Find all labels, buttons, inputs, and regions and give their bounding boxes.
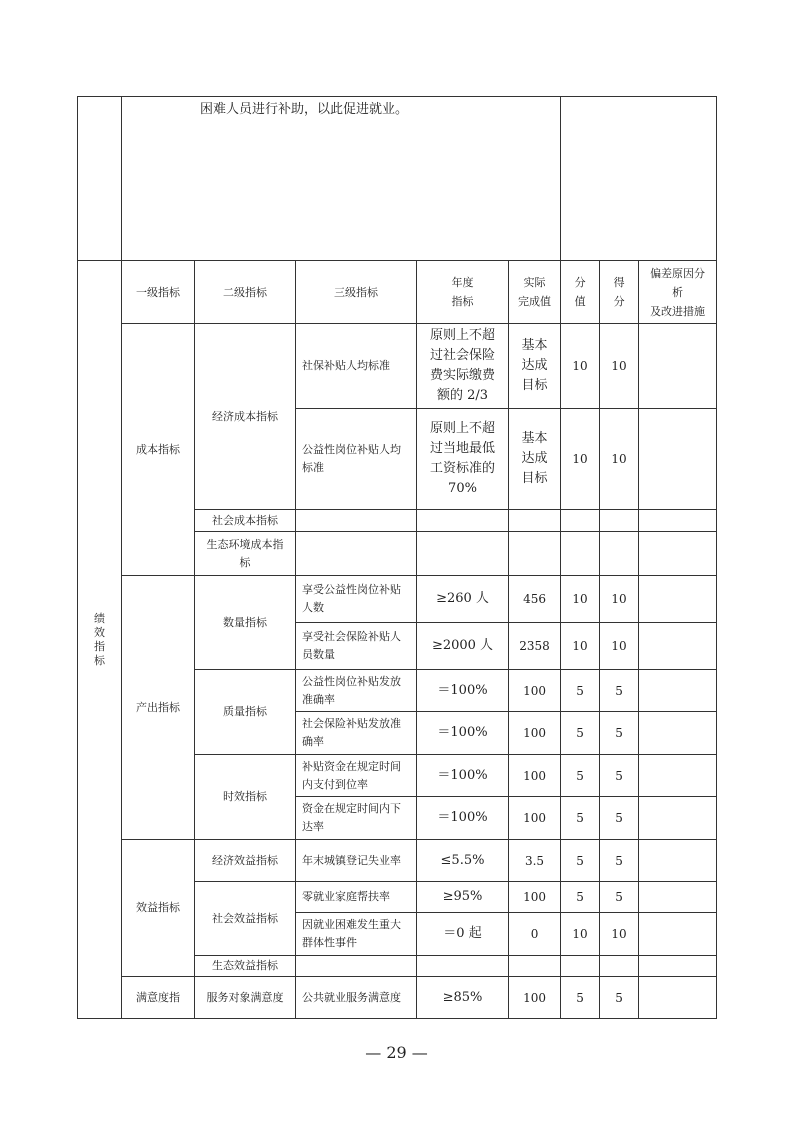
header-actual-value: 实际 完成值 xyxy=(509,261,561,324)
project-description: 困难人员进行补助，以此促进就业。 xyxy=(122,97,561,261)
score-cell: 5 xyxy=(600,840,639,882)
actual-cell: 100 xyxy=(509,755,561,797)
header-annual-target: 年度 指标 xyxy=(417,261,509,324)
reason-cell xyxy=(639,670,717,712)
target-cell: ＝100% xyxy=(417,670,509,712)
score-cell: 10 xyxy=(600,576,639,623)
weight-cell: 10 xyxy=(561,576,600,623)
weight-cell: 5 xyxy=(561,670,600,712)
blank-cell xyxy=(509,510,561,532)
target-cell: ≥95% xyxy=(417,882,509,913)
header-row xyxy=(78,261,717,324)
target-cell: 原则上不超 过社会保险 费实际缴费 额的 2/3 xyxy=(417,324,509,409)
header-score-weight: 分 值 xyxy=(561,261,600,324)
table-row xyxy=(78,977,717,1019)
satisfaction-level1: 满意度指 xyxy=(122,977,195,1019)
blank-cell xyxy=(417,956,509,977)
actual-cell: 2358 xyxy=(509,623,561,670)
level3-cell: 享受公益性岗位补贴 人数 xyxy=(296,576,417,623)
performance-table xyxy=(77,96,717,1019)
level3-cell: 资金在规定时间内下 达率 xyxy=(296,797,417,840)
actual-cell: 456 xyxy=(509,576,561,623)
level3-cell: 社保补贴人均标准 xyxy=(296,324,417,409)
target-cell: 原则上不超 过当地最低 工资标准的 70% xyxy=(417,409,509,510)
blank-cell xyxy=(509,956,561,977)
weight-cell: 5 xyxy=(561,882,600,913)
weight-cell: 5 xyxy=(561,977,600,1019)
score-cell: 5 xyxy=(600,755,639,797)
level3-cell: 年末城镇登记失业率 xyxy=(296,840,417,882)
header-level1: 一级指标 xyxy=(122,261,195,324)
level3-cell: 公益性岗位补贴人均 标准 xyxy=(296,409,417,510)
blank-cell xyxy=(296,956,417,977)
blank-cell xyxy=(561,510,600,532)
cost-economic: 经济成本指标 xyxy=(195,324,296,510)
header-level3: 三级指标 xyxy=(296,261,417,324)
level3-cell: 零就业家庭帮扶率 xyxy=(296,882,417,913)
actual-cell: 基本 达成 目标 xyxy=(509,409,561,510)
blank-cell xyxy=(417,532,509,576)
side-label-cell xyxy=(78,261,122,1019)
reason-cell xyxy=(639,324,717,409)
blank-cell xyxy=(639,956,717,977)
score-cell: 5 xyxy=(600,712,639,755)
weight-cell: 10 xyxy=(561,324,600,409)
target-cell: ＝100% xyxy=(417,797,509,840)
level3-cell: 享受社会保险补贴人 员数量 xyxy=(296,623,417,670)
blank-cell xyxy=(600,532,639,576)
reason-cell xyxy=(639,712,717,755)
header-level2: 二级指标 xyxy=(195,261,296,324)
reason-cell xyxy=(639,840,717,882)
weight-cell: 5 xyxy=(561,755,600,797)
reason-cell xyxy=(639,409,717,510)
target-cell: ≤5.5% xyxy=(417,840,509,882)
score-cell: 5 xyxy=(600,977,639,1019)
weight-cell: 10 xyxy=(561,409,600,510)
actual-cell: 100 xyxy=(509,797,561,840)
actual-cell: 3.5 xyxy=(509,840,561,882)
score-cell: 5 xyxy=(600,882,639,913)
target-cell: ＝100% xyxy=(417,712,509,755)
blank-cell xyxy=(600,956,639,977)
output-timeliness: 时效指标 xyxy=(195,755,296,840)
weight-cell: 5 xyxy=(561,712,600,755)
reason-cell xyxy=(639,913,717,956)
target-cell: ≥260 人 xyxy=(417,576,509,623)
blank-cell xyxy=(509,532,561,576)
reason-cell xyxy=(639,623,717,670)
cost-social: 社会成本指标 xyxy=(195,510,296,532)
table-row xyxy=(78,576,717,623)
weight-cell: 10 xyxy=(561,913,600,956)
blank-cell xyxy=(296,532,417,576)
cost-eco-env: 生态环境成本指 标 xyxy=(195,532,296,576)
level3-cell: 补贴资金在规定时间 内支付到位率 xyxy=(296,755,417,797)
actual-cell: 100 xyxy=(509,712,561,755)
reason-cell xyxy=(639,576,717,623)
table-row xyxy=(78,324,717,409)
blank-cell xyxy=(639,510,717,532)
reason-cell xyxy=(639,882,717,913)
target-cell: ＝0 起 xyxy=(417,913,509,956)
reason-cell xyxy=(639,797,717,840)
header-deviation: 偏差原因分 析 及改进措施 xyxy=(639,261,717,324)
blank-cell xyxy=(561,956,600,977)
reason-cell xyxy=(639,977,717,1019)
score-cell: 10 xyxy=(600,913,639,956)
score-cell: 5 xyxy=(600,797,639,840)
actual-cell: 100 xyxy=(509,670,561,712)
benefit-eco: 生态效益指标 xyxy=(195,956,296,977)
output-quantity: 数量指标 xyxy=(195,576,296,670)
satisfaction-level2: 服务对象满意度 xyxy=(195,977,296,1019)
target-cell: ＝100% xyxy=(417,755,509,797)
table-row xyxy=(78,840,717,882)
benefit-economic: 经济效益指标 xyxy=(195,840,296,882)
benefit-level1: 效益指标 xyxy=(122,840,195,977)
actual-cell: 100 xyxy=(509,882,561,913)
score-cell: 10 xyxy=(600,623,639,670)
blank-cell xyxy=(78,97,122,261)
blank-cell xyxy=(417,510,509,532)
level3-cell: 公益性岗位补贴发放 准确率 xyxy=(296,670,417,712)
output-quality: 质量指标 xyxy=(195,670,296,755)
blank-cell xyxy=(561,532,600,576)
page-number: — 29 — xyxy=(365,1043,428,1062)
blank-cell xyxy=(639,532,717,576)
target-cell: ≥85% xyxy=(417,977,509,1019)
actual-cell: 基本 达成 目标 xyxy=(509,324,561,409)
output-level1: 产出指标 xyxy=(122,576,195,840)
benefit-social: 社会效益指标 xyxy=(195,882,296,956)
score-cell: 5 xyxy=(600,670,639,712)
weight-cell: 5 xyxy=(561,840,600,882)
weight-cell: 5 xyxy=(561,797,600,840)
score-cell: 10 xyxy=(600,324,639,409)
cost-level1: 成本指标 xyxy=(122,324,195,576)
weight-cell: 10 xyxy=(561,623,600,670)
score-cell: 10 xyxy=(600,409,639,510)
actual-cell: 100 xyxy=(509,977,561,1019)
level3-cell: 公共就业服务满意度 xyxy=(296,977,417,1019)
actual-cell: 0 xyxy=(509,913,561,956)
header-score-got: 得 分 xyxy=(600,261,639,324)
side-label: 绩效指标 xyxy=(94,611,105,667)
target-cell: ≥2000 人 xyxy=(417,623,509,670)
level3-cell: 社会保险补贴发放准 确率 xyxy=(296,712,417,755)
reason-cell xyxy=(639,755,717,797)
blank-cell xyxy=(561,97,717,261)
description-row xyxy=(78,97,717,261)
blank-cell xyxy=(296,510,417,532)
blank-cell xyxy=(600,510,639,532)
level3-cell: 因就业困难发生重大 群体性事件 xyxy=(296,913,417,956)
